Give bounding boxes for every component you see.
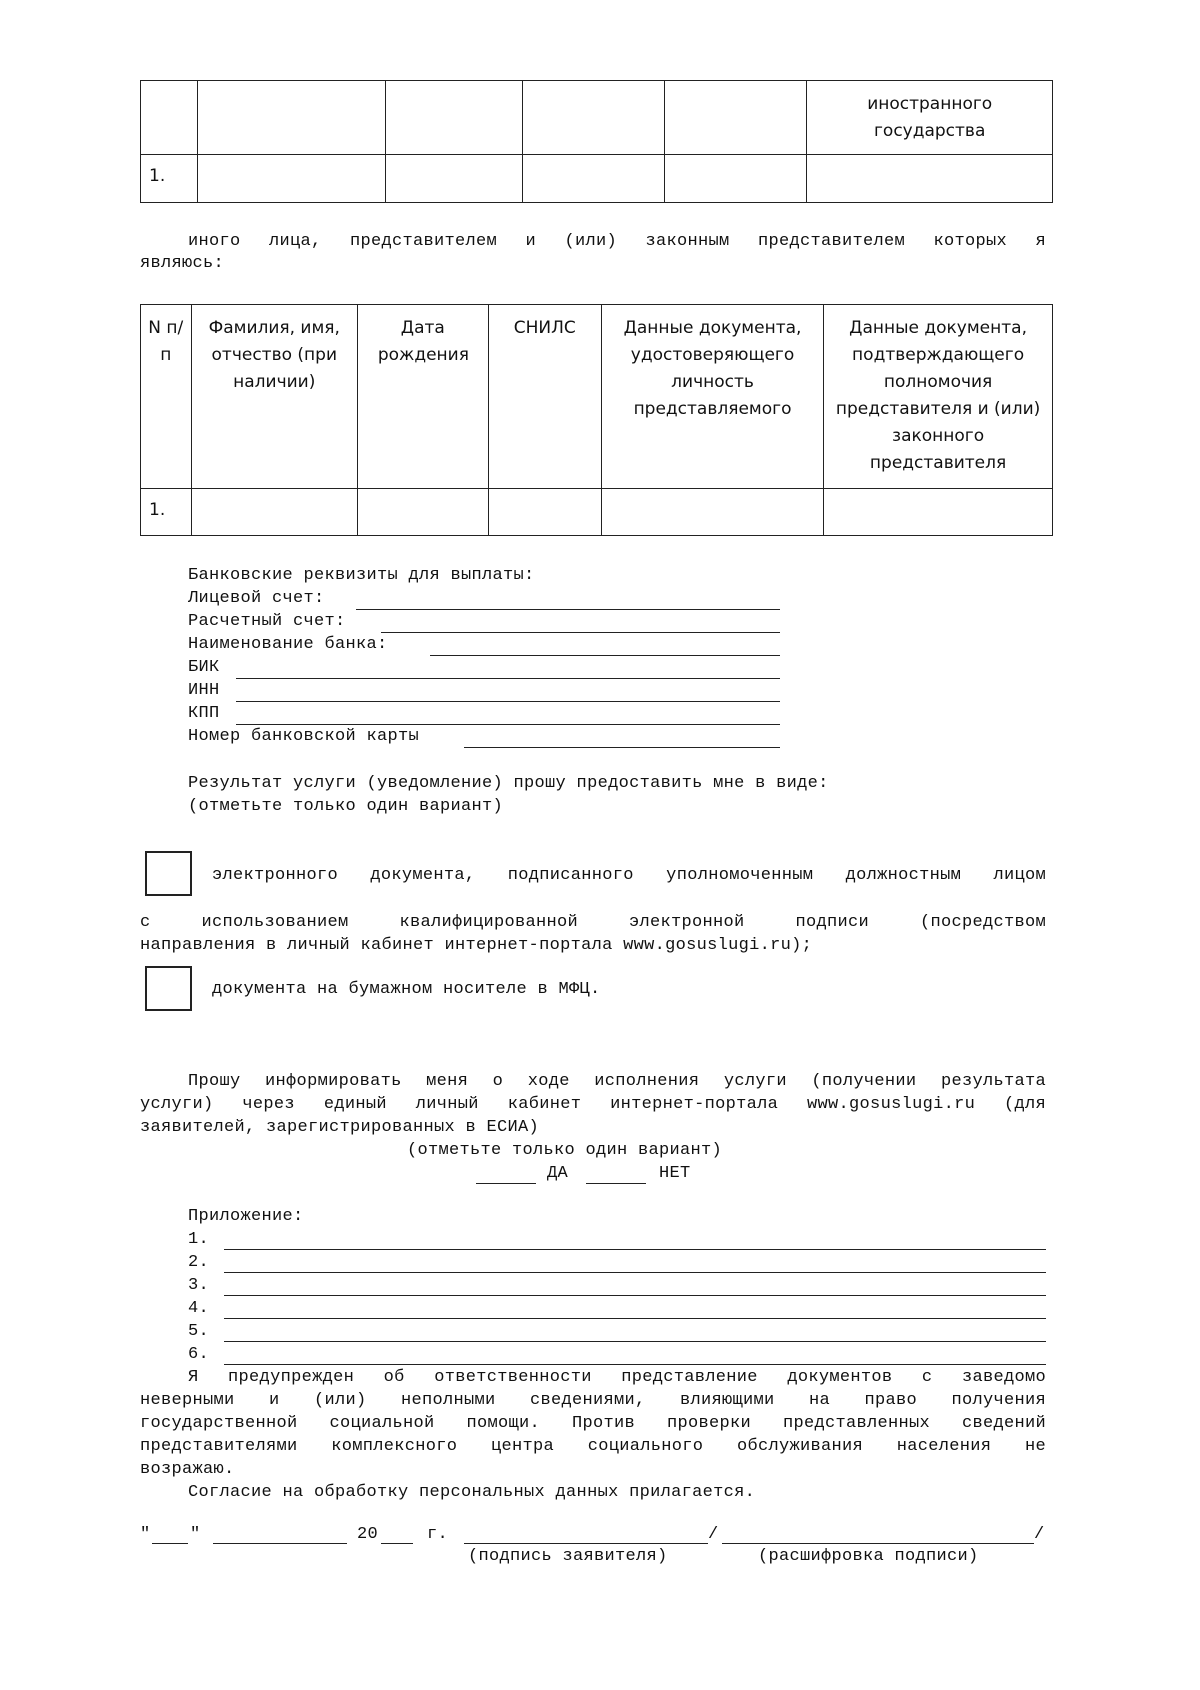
- signature-year-line[interactable]: [381, 1543, 413, 1544]
- signature-label-decode: (расшифровка подписи): [758, 1547, 979, 1566]
- result-option-electronic-checkbox[interactable]: [145, 851, 192, 896]
- inform-no-label: НЕТ: [659, 1164, 691, 1183]
- signature-slash-1: /: [708, 1525, 719, 1544]
- appendix-item-number: 5.: [188, 1322, 210, 1341]
- appendix-item-number: 2.: [188, 1253, 210, 1272]
- table2-header-number: [141, 305, 192, 489]
- bank-field-kpp-label: КПП: [188, 704, 220, 723]
- table1-row-number: [141, 155, 198, 203]
- bank-field-settlement-account-line[interactable]: [381, 632, 780, 633]
- bank-field-personal-account-label: Лицевой счет:: [188, 589, 325, 608]
- table2-header-fullname: [191, 305, 357, 489]
- inform-yes-label: ДА: [547, 1164, 569, 1183]
- bank-title: Банковские реквизиты для выплаты:: [188, 566, 535, 585]
- table2-cell: [488, 489, 601, 536]
- inform-line-4: (отметьте только один вариант): [407, 1141, 723, 1160]
- result-line-2: (отметьте только один вариант): [188, 797, 504, 816]
- appendix-item-number: 6.: [188, 1345, 210, 1364]
- result-line-1: Результат услуги (уведомление) прошу предоставить мне в виде:: [188, 774, 829, 793]
- table2-header-birthdate: [358, 305, 489, 489]
- table2-header-authority-doc: [824, 305, 1053, 489]
- bank-field-bank-name-line[interactable]: [430, 655, 780, 656]
- result-option-electronic-line-2: с использованием квалифицированной электронной подписи (посредством: [140, 913, 1046, 932]
- inform-yes-line[interactable]: [476, 1183, 536, 1184]
- appendix-item-line[interactable]: [224, 1295, 1046, 1296]
- table1-row-number-text: 1.: [149, 166, 166, 186]
- inform-line-2: услуги) через единый личный кабинет интернет-портала www.gosuslugi.ru (для: [140, 1095, 1046, 1114]
- warning-line-4: представителями комплексного центра социального обслуживания населения не: [140, 1437, 1046, 1456]
- appendix-item-number: 1.: [188, 1230, 210, 1249]
- table1-cell: [386, 155, 522, 203]
- appendix-title: Приложение:: [188, 1207, 304, 1226]
- signature-year-prefix: 20: [357, 1525, 379, 1544]
- table1-cell: [197, 81, 385, 155]
- appendix-item-line[interactable]: [224, 1341, 1046, 1342]
- consent-text: Согласие на обработку персональных данных прилагается.: [188, 1483, 756, 1502]
- intro-line-1: иного лица, представителем и (или) законным представителем которых я: [188, 232, 1046, 251]
- signature-year-suffix: г.: [427, 1525, 449, 1544]
- signature-label-sign: (подпись заявителя): [468, 1547, 668, 1566]
- result-option-electronic-line-3: направления в личный кабинет интернет-портала www.gosuslugi.ru);: [140, 936, 813, 955]
- table2-header-identity-doc-text: Данные документа, удостоверяющего личность представляемого: [623, 318, 802, 419]
- bank-field-inn-label: ИНН: [188, 681, 220, 700]
- signature-month-line[interactable]: [213, 1543, 347, 1544]
- table2-cell: [601, 489, 823, 536]
- table2-header-identity-doc: [601, 305, 823, 489]
- table2-cell: [824, 489, 1053, 536]
- inform-line-3: заявителей, зарегистрированных в ЕСИА): [140, 1118, 540, 1137]
- bank-field-kpp-line[interactable]: [236, 724, 780, 725]
- bank-field-settlement-account-label: Расчетный счет:: [188, 612, 346, 631]
- warning-line-2: неверными и (или) неполными сведениями, влияющими на право получения: [140, 1391, 1046, 1410]
- table2-header-number-text: N п/п: [148, 318, 184, 365]
- signature-decode-line[interactable]: [722, 1543, 1034, 1544]
- table2-header-birthdate-text: Дата рождения: [377, 318, 469, 365]
- signature-quote-close: ": [190, 1525, 201, 1544]
- result-option-paper-label: документа на бумажном носителе в МФЦ.: [212, 980, 601, 999]
- table1-cell: [522, 81, 664, 155]
- bank-field-card-number-line[interactable]: [464, 747, 780, 748]
- appendix-item-number: 4.: [188, 1299, 210, 1318]
- table1-cell: [386, 81, 522, 155]
- appendix-item-line[interactable]: [224, 1318, 1046, 1319]
- table1-cell: [197, 155, 385, 203]
- intro-line-2: являюсь:: [140, 254, 225, 273]
- appendix-item-line[interactable]: [224, 1272, 1046, 1273]
- warning-line-1: Я предупрежден об ответственности представление документов с заведомо: [188, 1368, 1046, 1387]
- table1-header-foreign-state: [807, 81, 1053, 155]
- signature-day-line[interactable]: [152, 1543, 188, 1544]
- table-previous-page: [140, 80, 1053, 203]
- table1-cell: [664, 155, 806, 203]
- table2-cell: [191, 489, 357, 536]
- inform-line-1: Прошу информировать меня о ходе исполнения услуги (получении результата: [188, 1072, 1046, 1091]
- result-option-electronic-line-1: электронного документа, подписанного уполномоченным должностным лицом: [212, 866, 1046, 885]
- bank-field-bik-label: БИК: [188, 658, 220, 677]
- table1-header-text: иностранного государства: [867, 93, 993, 141]
- bank-field-bank-name-label: Наименование банка:: [188, 635, 388, 654]
- bank-field-personal-account-line[interactable]: [356, 609, 780, 610]
- table2-header-fullname-text: Фамилия, имя, отчество (при наличии): [208, 318, 340, 392]
- table1-cell: [807, 155, 1053, 203]
- appendix-item-line[interactable]: [224, 1364, 1046, 1365]
- appendix-item-number: 3.: [188, 1276, 210, 1295]
- table2-row-number: [141, 489, 192, 536]
- signature-slash-2: /: [1034, 1525, 1045, 1544]
- table2-cell: [358, 489, 489, 536]
- bank-field-bik-line[interactable]: [236, 678, 780, 679]
- table1-cell: [141, 81, 198, 155]
- table2-header-snils: [488, 305, 601, 489]
- inform-no-line[interactable]: [586, 1183, 646, 1184]
- table2-header-authority-doc-text: Данные документа, подтверждающего полномочия представителя и (или) законного представителя: [835, 318, 1041, 473]
- table1-cell: [522, 155, 664, 203]
- table1-cell: [664, 81, 806, 155]
- signature-quote-open: ": [140, 1525, 151, 1544]
- table2-header-snils-text: СНИЛС: [513, 318, 576, 338]
- warning-line-5: возражаю.: [140, 1460, 235, 1479]
- result-option-paper-checkbox[interactable]: [145, 966, 192, 1011]
- bank-field-inn-line[interactable]: [236, 701, 780, 702]
- appendix-item-line[interactable]: [224, 1249, 1046, 1250]
- warning-line-3: государственной социальной помощи. Против проверки представленных сведений: [140, 1414, 1046, 1433]
- bank-field-card-number-label: Номер банковской карты: [188, 727, 420, 746]
- representative-table: [140, 304, 1053, 536]
- table2-row-number-text: 1.: [149, 500, 166, 520]
- signature-sign-line[interactable]: [464, 1543, 708, 1544]
